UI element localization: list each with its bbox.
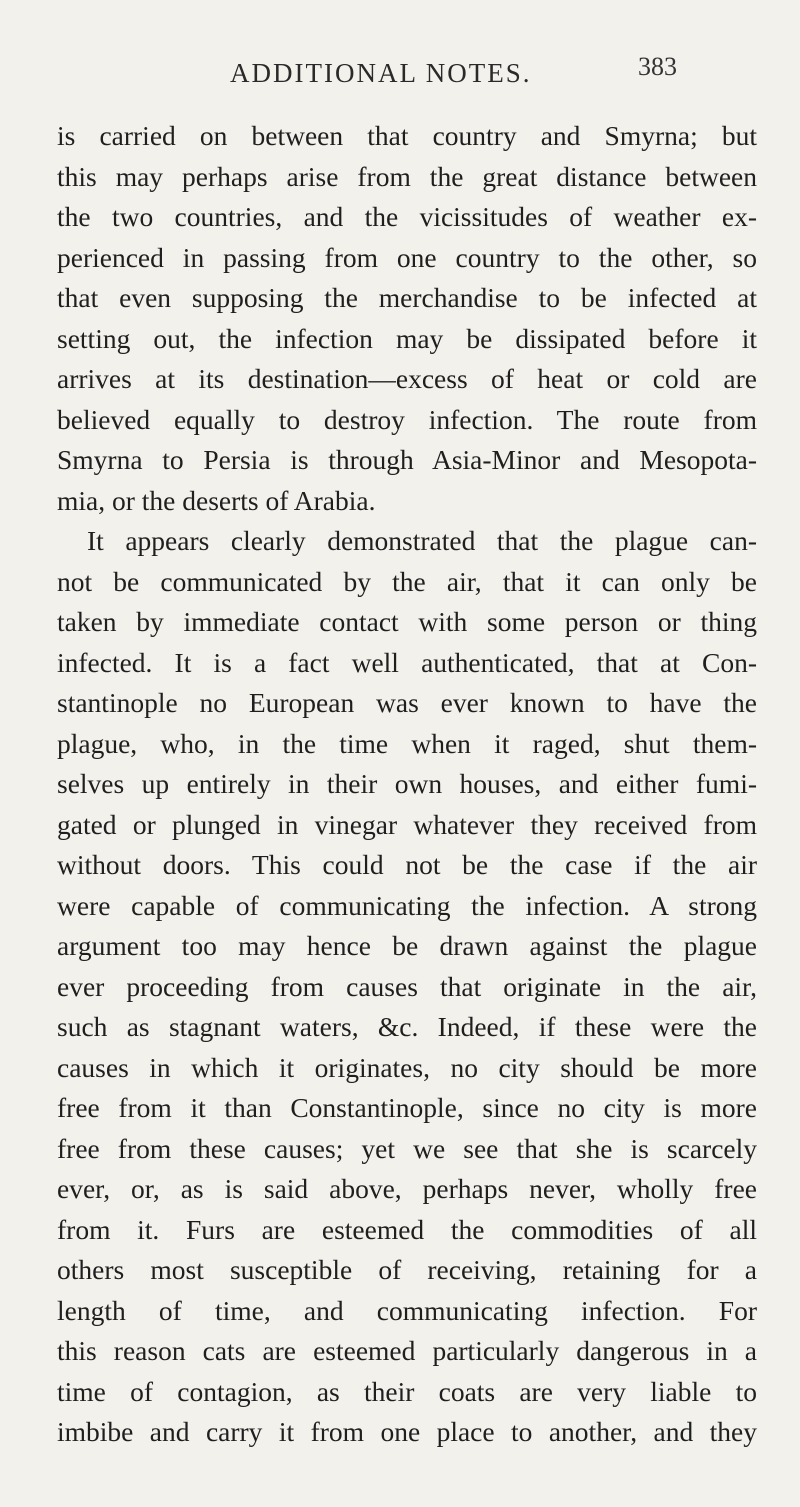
text-line: Smyrna to Persia is through Asia-Minor and Mesopota- <box>57 444 757 475</box>
page-header <box>0 52 800 98</box>
text-line: arrives at its destination—excess of heat or cold are <box>57 363 757 394</box>
text-line: perienced in passing from one country to the other, so <box>57 241 757 273</box>
text-line: selves up entirely in their own houses, and either fumi- <box>57 768 757 799</box>
text-line: time of contagion, as their coats are very liable to <box>57 1375 757 1407</box>
text-line: believed equally to destroy infection. The route from <box>57 403 757 435</box>
paragraph-start-line: It appears clearly demonstrated that the plague can- <box>87 525 757 556</box>
text-line: gated or plunged in vinegar whatever they received from <box>57 808 757 840</box>
text-line: the two countries, and the vicissitudes of weather ex- <box>57 201 757 232</box>
text-line: this reason cats are esteemed particularly dangerous in a <box>57 1335 757 1366</box>
text-line: without doors. This could not be the case if the air <box>57 849 757 880</box>
text-line: imbibe and carry it from one place to another, and they <box>57 1416 757 1447</box>
text-line: length of time, and communicating infection. For <box>57 1294 757 1326</box>
text-line: is carried on between that country and Smyrna; but <box>57 120 757 151</box>
text-line: causes in which it originates, no city should be more <box>57 1051 757 1083</box>
text-line: taken by immediate contact with some person or thing <box>57 606 757 637</box>
text-line: this may perhaps arise from the great distance between <box>57 160 757 192</box>
text-line: setting out, the infection may be dissipated before it <box>57 322 757 354</box>
text-line: not be communicated by the air, that it can only be <box>57 565 757 597</box>
text-line: such as stagnant waters, &c. Indeed, if these were the <box>57 1011 757 1042</box>
text-line: argument too may hence be drawn against the plague <box>57 930 757 961</box>
text-line: from it. Furs are esteemed the commodities of all <box>57 1213 757 1245</box>
text-line: infected. It is a fact well authenticated, that at Con- <box>57 646 757 678</box>
page-number: 383 <box>638 52 677 81</box>
text-line: free from these causes; yet we see that she is scarcely <box>57 1132 757 1164</box>
body-text <box>57 116 757 1453</box>
text-line: free from it than Constantinople, since no city is more <box>57 1092 757 1123</box>
text-line: ever proceeding from causes that originate in the air, <box>57 970 757 1002</box>
paragraph-end-line: mia, or the deserts of Arabia. <box>57 484 376 516</box>
text-line: stantinople no European was ever known to have the <box>57 687 757 718</box>
text-line: were capable of communicating the infection. A strong <box>57 889 757 921</box>
running-head: ADDITIONAL NOTES. <box>230 58 532 88</box>
text-line: ever, or, as is said above, perhaps never, wholly free <box>57 1173 757 1204</box>
text-line: plague, who, in the time when it raged, shut them- <box>57 727 757 759</box>
text-line: that even supposing the merchandise to be infected at <box>57 282 757 313</box>
text-line: others most susceptible of receiving, retaining for a <box>57 1254 757 1285</box>
